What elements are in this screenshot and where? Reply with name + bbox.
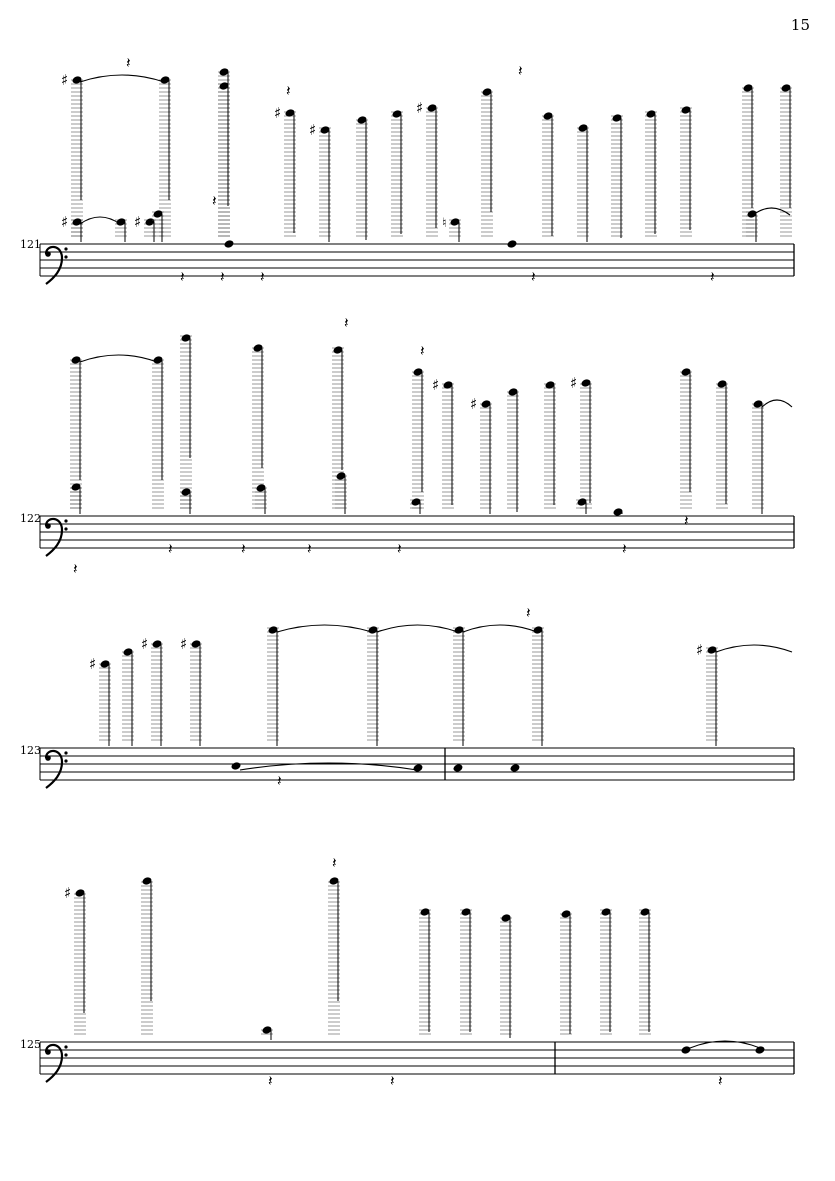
note xyxy=(332,345,344,508)
bass-clef-icon xyxy=(45,519,67,556)
note xyxy=(542,111,554,236)
note xyxy=(696,641,718,746)
note xyxy=(180,333,192,508)
note xyxy=(328,876,340,1034)
rest-icon: 𝄽 xyxy=(241,540,246,558)
sharp-icon: ♯ xyxy=(64,884,72,902)
note-head xyxy=(231,761,242,771)
note xyxy=(141,876,153,1034)
note xyxy=(410,497,422,514)
note-head xyxy=(681,1045,692,1055)
note xyxy=(391,109,403,236)
note xyxy=(600,907,612,1034)
note xyxy=(218,81,230,236)
note xyxy=(255,483,267,514)
sharp-icon: ♯ xyxy=(570,374,578,392)
system-125 xyxy=(40,854,794,1090)
note xyxy=(416,99,438,236)
rest-icon: 𝄽 xyxy=(531,268,536,286)
note xyxy=(115,217,127,242)
note xyxy=(432,376,454,508)
rest-icon: 𝄽 xyxy=(420,342,425,360)
rest-icon: 𝄽 xyxy=(277,772,282,790)
note xyxy=(752,399,764,514)
slur xyxy=(80,217,120,224)
rest-icon: 𝄽 xyxy=(332,854,337,872)
measure-number-121: 121 xyxy=(20,238,41,251)
bass-clef-icon xyxy=(45,751,67,788)
measure-number-122: 122 xyxy=(20,512,41,525)
measure-number-123: 123 xyxy=(20,744,41,757)
note xyxy=(89,655,111,746)
note xyxy=(507,239,518,249)
rest-icon: 𝄽 xyxy=(684,512,689,530)
system-122 xyxy=(40,314,794,578)
note xyxy=(611,113,623,238)
note xyxy=(419,907,431,1034)
note xyxy=(274,104,296,236)
rest-icon: 𝄽 xyxy=(212,192,217,210)
note xyxy=(134,213,156,242)
rest-icon: 𝄽 xyxy=(73,560,78,578)
note xyxy=(577,123,589,242)
note xyxy=(510,763,521,773)
rest-icon: 𝄽 xyxy=(168,540,173,558)
note-head xyxy=(507,239,518,249)
note xyxy=(413,763,424,773)
sharp-icon: ♯ xyxy=(696,641,704,659)
page-number: 15 xyxy=(790,16,810,34)
system-123 xyxy=(40,604,794,790)
note xyxy=(570,374,592,508)
note xyxy=(224,239,235,249)
note xyxy=(141,635,163,746)
sharp-icon: ♯ xyxy=(180,635,188,653)
slur xyxy=(463,625,537,632)
rest-icon: 𝄽 xyxy=(260,268,265,286)
note xyxy=(231,761,242,771)
rest-icon: 𝄽 xyxy=(126,54,131,72)
sharp-icon: ♯ xyxy=(61,71,69,89)
system-121 xyxy=(40,54,794,286)
note xyxy=(500,913,512,1038)
note xyxy=(367,625,379,746)
sharp-icon: ♯ xyxy=(470,395,478,413)
rest-icon: 𝄽 xyxy=(526,604,531,622)
rest-icon: 𝄽 xyxy=(180,268,185,286)
note xyxy=(780,83,792,236)
note xyxy=(412,367,424,508)
note xyxy=(252,343,264,508)
note xyxy=(453,625,465,746)
note xyxy=(64,884,86,1034)
rest-icon: 𝄽 xyxy=(268,1072,273,1090)
bass-clef-icon xyxy=(45,247,67,284)
slur xyxy=(716,645,792,652)
note xyxy=(453,763,464,773)
note xyxy=(470,395,492,514)
note xyxy=(481,87,493,236)
rest-icon: 𝄽 xyxy=(307,540,312,558)
note xyxy=(61,213,83,242)
sharp-icon: ♯ xyxy=(61,213,69,231)
rest-icon: 𝄽 xyxy=(518,62,523,80)
note xyxy=(639,907,651,1034)
note xyxy=(716,379,728,508)
measure-number-125: 125 xyxy=(20,1038,41,1051)
rest-icon: 𝄽 xyxy=(286,82,291,100)
note xyxy=(576,497,588,514)
note xyxy=(544,380,556,508)
sharp-icon: ♯ xyxy=(309,121,317,139)
sharp-icon: ♯ xyxy=(89,655,97,673)
note xyxy=(61,71,83,236)
note xyxy=(560,909,572,1034)
note xyxy=(180,487,192,514)
sharp-icon: ♯ xyxy=(274,104,282,122)
note-head xyxy=(510,763,521,773)
slur xyxy=(80,75,164,82)
note xyxy=(442,216,461,242)
note xyxy=(70,482,82,514)
note xyxy=(180,635,202,746)
sharp-icon: ♯ xyxy=(134,213,142,231)
note xyxy=(335,471,347,514)
rest-icon: 𝄽 xyxy=(390,1072,395,1090)
rest-icon: 𝄽 xyxy=(397,540,402,558)
slur xyxy=(377,625,458,632)
note-head xyxy=(453,763,464,773)
note xyxy=(746,209,758,242)
note xyxy=(681,1045,692,1055)
sharp-icon: ♯ xyxy=(416,99,424,117)
slur xyxy=(277,625,372,632)
rest-icon: 𝄽 xyxy=(220,268,225,286)
sharp-icon: ♯ xyxy=(432,376,440,394)
natural-icon: ♮ xyxy=(442,216,447,231)
slur xyxy=(80,355,157,362)
slur xyxy=(762,400,792,407)
note xyxy=(645,109,657,236)
note xyxy=(507,387,519,512)
note xyxy=(152,355,164,508)
rest-icon: 𝄽 xyxy=(344,314,349,332)
rest-icon: 𝄽 xyxy=(710,268,715,286)
note xyxy=(613,507,624,517)
note xyxy=(460,907,472,1034)
note-head xyxy=(413,763,424,773)
note xyxy=(356,115,368,240)
note xyxy=(532,625,544,746)
note xyxy=(309,121,331,242)
slur xyxy=(753,208,790,215)
bass-clef-icon xyxy=(45,1045,67,1082)
sharp-icon: ♯ xyxy=(141,635,149,653)
note xyxy=(261,1025,273,1040)
note xyxy=(680,367,692,508)
rest-icon: 𝄽 xyxy=(622,540,627,558)
rest-icon: 𝄽 xyxy=(718,1072,723,1090)
note-head xyxy=(224,239,235,249)
note xyxy=(680,105,692,236)
note xyxy=(267,625,279,746)
note-head xyxy=(613,507,624,517)
note xyxy=(122,647,134,746)
